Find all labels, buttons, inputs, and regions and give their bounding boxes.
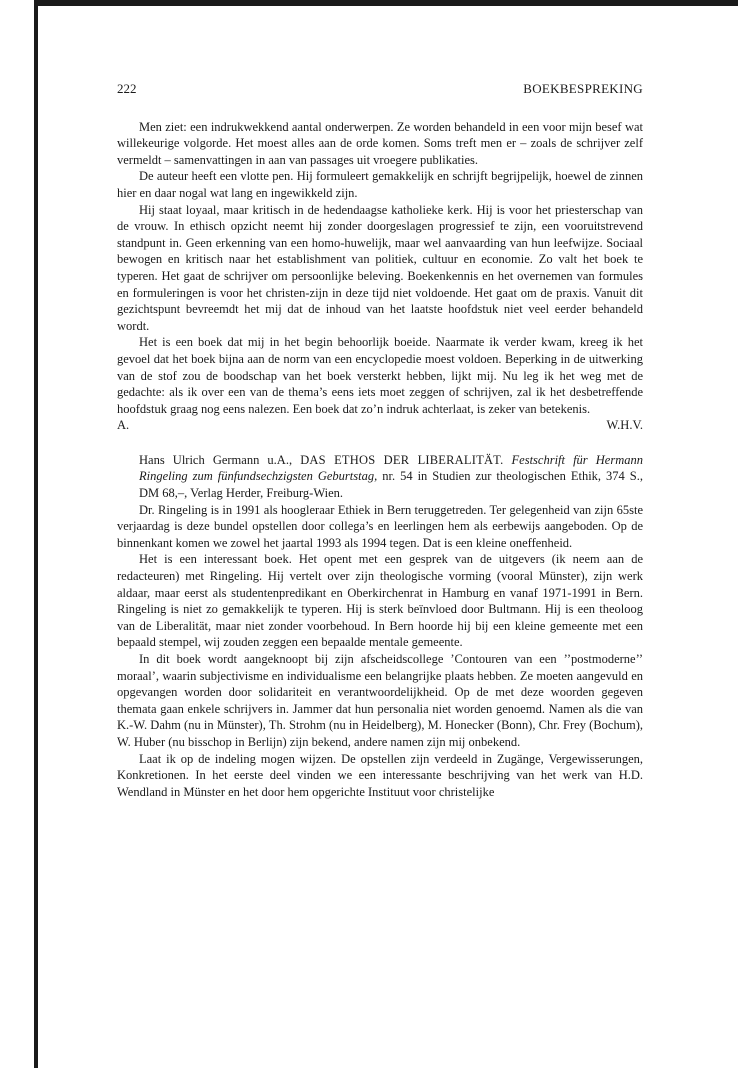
- review-2: [117, 452, 643, 800]
- citation-subtitle: Festschrift für Hermann Ringeling zum fünfundsechzigsten Geburtstag,: [139, 452, 643, 484]
- signature-reviewer: W.H.V.: [606, 418, 643, 433]
- review-1-paragraph-2: De auteur heeft een vlotte pen. Hij formuleert gemakkelijk en schrijft begrijpelijk, hoewel de zinnen hier en daar nogal wat lang en ingewikkeld zijn.: [117, 169, 643, 200]
- running-title: BOEKBESPREKING: [523, 81, 643, 96]
- book-citation: [117, 452, 643, 502]
- page-number: 222: [117, 81, 137, 96]
- review-2-paragraph-3: In dit boek wordt aangeknoopt bij zijn afscheidscollege ’Contouren van een ’’postmoderne’’ moraal’, waarin subjectivisme en individualisme een belangrijke plaats hebben. Ze moeten aangevuld en opgevangen worden door solidariteit en verantwoordelijkheid. Op de met deze woorden gegeven themata gaan enkele schrijvers in. Jammer dat hun personalia niet worden genoemd. Namen als die van K.-W. Dahm (nu in Münster), Th. Strohm (nu in Heidelberg), M. Honecker (Bonn), Chr. Frey (Bochum), W. Huber (nu bisschop in Berlijn) zijn bekend, andere namen zijn mij onbekend.: [117, 652, 643, 749]
- review-1-signature: [117, 417, 643, 434]
- review-1-paragraph-4: Het is een boek dat mij in het begin behoorlijk boeide. Naarmate ik verder kwam, kreeg ik het gevoel dat het boek bijna aan de norm van een encyclopedie moest voldoen. Beperking in de uitwerking van de stof zou de boodschap van het boek versterkt hebben, lijkt mij. Nu leg ik het weg met de gedachte: als ik over een van de thema’s eens iets moet zeggen of schrijven, zal ik het desbetreffende hoofdstuk graag nog eens nalezen. Een boek dat zo’n indruk achterlaat, is zeker van betekenis.: [117, 335, 643, 416]
- citation-authors: Hans Ulrich Germann u.A.,: [139, 452, 301, 467]
- review-2-paragraph-1: Dr. Ringeling is in 1991 als hoogleraar Ethiek in Bern teruggetreden. Ter gelegenheid van zijn 65ste verjaardag is deze bundel opstellen door collega’s en leerlingen hem als eerbewijs aangeboden. Op de binnenkant komen we zowel het jaartal 1993 als 1994 tegen. Dat is een kleine oneffenheid.: [117, 502, 643, 550]
- citation-details: nr. 54 in Studien zur theologischen Ethik, 374 S., DM 68,–, Verlag Herder, Freiburg-Wien.: [139, 469, 643, 501]
- review-1-paragraph-1: Men ziet: een indrukwekkend aantal onderwerpen. Ze worden behandeld in een voor mijn besef wat willekeurige volgorde. Het moest alles aan de orde komen. Soms treft men er – zoals de schrijver zelf vermeldt – samenvattingen in aan van passages uit vroegere publikaties.: [117, 119, 643, 167]
- running-header: [117, 81, 643, 98]
- page: [117, 81, 643, 800]
- review-1-paragraph-3: Hij staat loyaal, maar kritisch in de hedendaagse katholieke kerk. Hij is voor het priesterschap van de vrouw. In ethisch opzicht neemt hij zonder doorgeslagen progressief te zijn, een vooruitstrevend standpunt in. Geen erkenning van een homo-huwelijk, maar wel aanvaarding van hun leefwijze. Sociaal bewogen en kritisch naar het establishment van politiek, cultuur en economie. Zo valt het boek te typeren. Het gaat de schrijver om persoonlijke beleving. Boekenkennis en het overnemen van formules en formuleringen is voor het christen-zijn in deze tijd niet voldoende. Het gaat om de praxis. Vanuit dit gezichtspunt bevreemdt het mij dat de inhoud van het laatste hoofdstuk niet veel eerder behandeld wordt.: [117, 202, 643, 333]
- review-1: [117, 119, 643, 434]
- scan-border-left: [34, 0, 38, 1068]
- signature-initial: A.: [117, 418, 130, 433]
- scan-border-top: [34, 0, 738, 6]
- review-2-paragraph-2: Het is een interessant boek. Het opent met een gesprek van de uitgevers (ik neem aan de redacteuren) met Ringeling. Hij vertelt over zijn theologische vorming (vooral Münster), zijn werk aldaar, maar eerst als studentenpredikant en Oberkirchenrat in Hamburg en vanaf 1971-1991 in Bern. Ringeling is niet zo gemakkelijk te typeren. Hij is sterk beïnvloed door Bultmann. Hij is een theoloog van de Liberalität, maar niet zonder voorbehoud. In Bern hoorde hij bij een kleine gemeente met een bepaald stempel, wij zouden zeggen een bepaalde mentale gemeente.: [117, 552, 643, 650]
- citation-title: DAS ETHOS DER LIBERALITÄT.: [300, 452, 504, 467]
- review-2-paragraph-4: Laat ik op de indeling mogen wijzen. De opstellen zijn verdeeld in Zugänge, Vergewisserungen, Konkretionen. In het eerste deel vinden we een interessante beschrijving van het werk van H.D. Wendland in Münster en het door hem opgerichte Instituut voor christelijke: [117, 751, 643, 799]
